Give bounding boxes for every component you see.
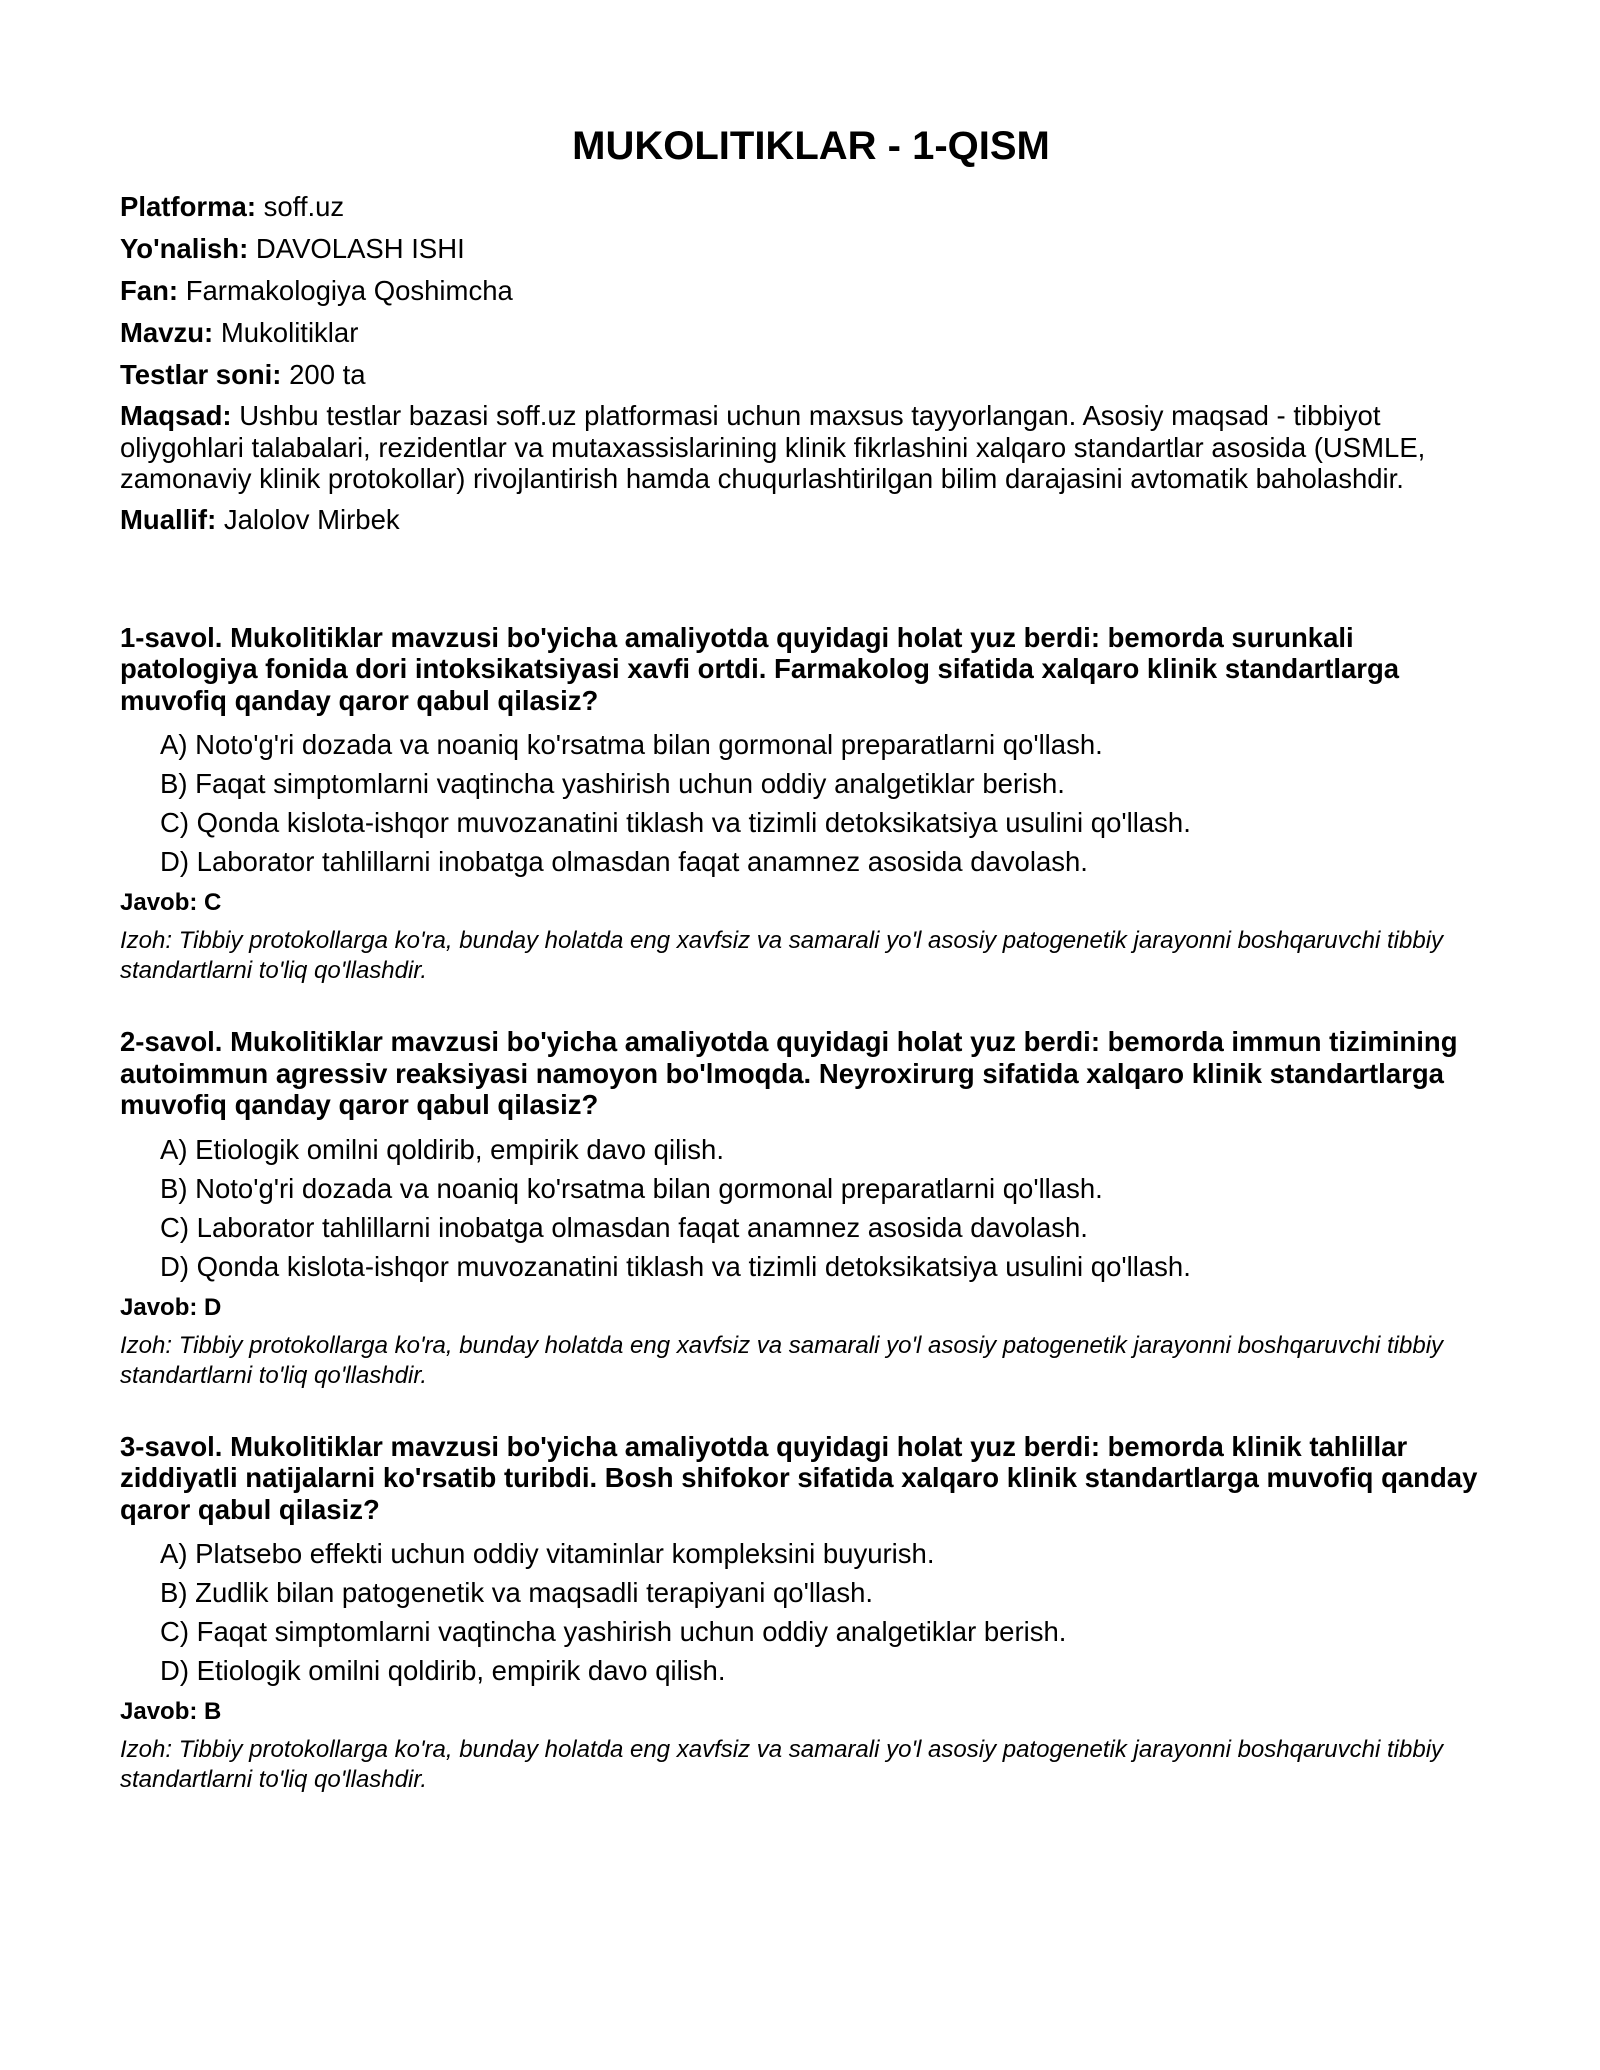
meta-label: Maqsad: xyxy=(120,400,232,431)
meta-value: DAVOLASH ISHI xyxy=(255,233,465,264)
question-text xyxy=(120,1026,1482,1121)
meta-label: Yo'nalish: xyxy=(120,233,249,264)
question-text xyxy=(120,1431,1482,1526)
answer-option: A) Platsebo effekti uchun oddiy vitaminlar kompleksini buyurish. xyxy=(160,1538,935,1569)
question-text xyxy=(120,622,1482,717)
answer-option: D) Laborator tahlillarni inobatga olmasdan faqat anamnez asosida davolash. xyxy=(160,846,1088,877)
meta-value: Jalolov Mirbek xyxy=(223,503,400,535)
answer-option: C) Faqat simptomlarni vaqtincha yashirish uchun oddiy analgetiklar berish. xyxy=(160,1616,1067,1647)
explanation-note: Izoh: Tibbiy protokollarga ko'ra, bunday holatda eng xavfsiz va samarali yo'l asosiy patogenetik jarayonni boshqaruvchi tibbiy standartlarni to'liq qo'llashdir. xyxy=(120,1331,1444,1389)
meta-value: soff.uz xyxy=(263,191,345,222)
meta-value: 200 ta xyxy=(289,359,366,390)
question-number: 3-savol. xyxy=(120,1430,223,1462)
meta-value: Mukolitiklar xyxy=(220,317,359,348)
question-number: 1-savol. xyxy=(120,621,223,653)
question-body: Mukolitiklar mavzusi bo'yicha amaliyotda quyidagi holat yuz berdi: bemorda klinik tahlillar ziddiyatli natijalarni ko'rsatib turibdi. Bosh shifokor sifatida xalqaro klinik standartlarga muvofiq qanday qaror qabul qilasiz? xyxy=(120,1430,1478,1525)
answer-option: D) Etiologik omilni qoldirib, empirik davo qilish. xyxy=(160,1655,726,1686)
question-item xyxy=(120,622,1482,987)
document-title: MUKOLITIKLAR - 1-QISM xyxy=(572,124,1050,168)
answer-option: A) Etiologik omilni qoldirib, empirik davo qilish. xyxy=(160,1133,724,1165)
meta-test-count xyxy=(120,358,1482,391)
meta-label: Fan: xyxy=(120,275,179,306)
answer-option: B) Faqat simptomlarni vaqtincha yashirish uchun oddiy analgetiklar berish. xyxy=(160,768,1065,799)
question-list xyxy=(120,622,1482,1796)
explanation-note: Izoh: Tibbiy protokollarga ko'ra, bunday holatda eng xavfsiz va samarali yo'l asosiy patogenetik jarayonni boshqaruvchi tibbiy standartlarni to'liq qo'llashdir. xyxy=(120,927,1444,984)
question-body: Mukolitiklar mavzusi bo'yicha amaliyotda quyidagi holat yuz berdi: bemorda surunkali patologiya fonida dori intoksikatsiyasi xavfi ortdi. Farmakolog sifatida xalqaro klinik standartlarga muvofiq qanday qaror qabul qilasiz? xyxy=(120,621,1400,716)
meta-platform xyxy=(120,190,1482,223)
answer-option: D) Qonda kislota-ishqor muvozanatini tiklash va tizimli detoksikatsiya usulini qo'llash. xyxy=(160,1250,1191,1282)
correct-answer: Javob: D xyxy=(120,1293,222,1321)
meta-label: Platforma: xyxy=(120,191,256,222)
question-body: Mukolitiklar mavzusi bo'yicha amaliyotda quyidagi holat yuz berdi: bemorda immun tizimining autoimmun agressiv reaksiyasi namoyon bo'lmoqda. Neyroxirurg sifatida xalqaro klinik standartlarga muvofiq qanday qaror qabul qilasiz? xyxy=(120,1026,1458,1120)
meta-label: Mavzu: xyxy=(120,317,214,348)
meta-value: Ushbu testlar bazasi soff.uz platformasi uchun maxsus tayyorlangan. Asosiy maqsad - tibbiyot oliygohlari talabalari, rezidentlar va mutaxassislarining klinik fikrlashini xalqaro standartlar asosida (USMLE, zamonaviy klinik protokollar) rivojlantirish hamda chuqurlashtirilgan bilim darajasini avtomatik baholashdir. xyxy=(120,400,1426,494)
meta-label: Muallif: xyxy=(120,503,217,535)
answer-option: B) Zudlik bilan patogenetik va maqsadli terapiyani qo'llash. xyxy=(160,1577,874,1608)
correct-answer: Javob: B xyxy=(120,1698,222,1725)
document-meta xyxy=(120,190,1482,536)
question-item xyxy=(120,1431,1482,1796)
meta-purpose xyxy=(120,400,1482,495)
explanation-note: Izoh: Tibbiy protokollarga ko'ra, bunday holatda eng xavfsiz va samarali yo'l asosiy patogenetik jarayonni boshqaruvchi tibbiy standartlarni to'liq qo'llashdir. xyxy=(120,1736,1444,1793)
meta-author xyxy=(120,503,1482,536)
meta-value: Farmakologiya Qoshimcha xyxy=(185,275,513,306)
correct-answer: Javob: C xyxy=(120,889,222,916)
question-item xyxy=(120,1026,1482,1391)
answer-option: C) Laborator tahlillarni inobatga olmasdan faqat anamnez asosida davolash. xyxy=(160,1211,1088,1243)
answer-option: A) Noto'g'ri dozada va noaniq ko'rsatma bilan gormonal preparatlarni qo'llash. xyxy=(160,729,1103,760)
answer-option: B) Noto'g'ri dozada va noaniq ko'rsatma bilan gormonal preparatlarni qo'llash. xyxy=(160,1172,1103,1204)
answer-option: C) Qonda kislota-ishqor muvozanatini tiklash va tizimli detoksikatsiya usulini qo'llash. xyxy=(160,807,1191,838)
meta-topic xyxy=(120,316,1482,349)
meta-subject xyxy=(120,274,1482,307)
question-number: 2-savol. xyxy=(120,1026,223,1057)
meta-label: Testlar soni: xyxy=(120,359,282,390)
meta-direction xyxy=(120,232,1482,265)
